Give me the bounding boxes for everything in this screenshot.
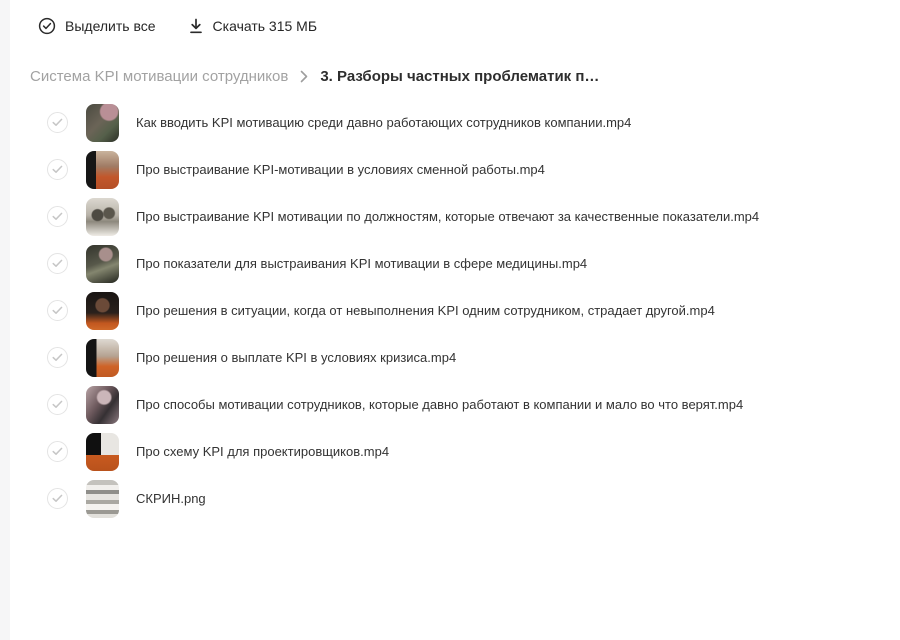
file-name[interactable]: Про решения о выплате KPI в условиях кризиса.mp4 bbox=[136, 350, 457, 365]
file-thumbnail[interactable] bbox=[86, 433, 119, 471]
file-checkbox[interactable] bbox=[47, 300, 68, 321]
select-all-button[interactable] bbox=[38, 17, 156, 35]
file-name[interactable]: Про решения в ситуации, когда от невыполнения KPI одним сотрудником, страдает другой.mp4 bbox=[136, 303, 715, 318]
file-checkbox[interactable] bbox=[47, 488, 68, 509]
file-row[interactable] bbox=[10, 146, 900, 193]
file-checkbox[interactable] bbox=[47, 112, 68, 133]
file-name[interactable]: Про выстраивание KPI мотивации по должностям, которые отвечают за качественные показатели.mp4 bbox=[136, 209, 760, 224]
file-name[interactable]: СКРИН.png bbox=[136, 491, 206, 506]
file-row[interactable] bbox=[10, 287, 900, 334]
file-row[interactable] bbox=[10, 99, 900, 146]
file-name[interactable]: Как вводить KPI мотивацию среди давно работающих сотрудников компании.mp4 bbox=[136, 115, 632, 130]
file-name[interactable]: Про выстраивание KPI-мотивации в условиях сменной работы.mp4 bbox=[136, 162, 545, 177]
file-row[interactable] bbox=[10, 334, 900, 381]
file-thumbnail[interactable] bbox=[86, 245, 119, 283]
file-row[interactable] bbox=[10, 475, 900, 522]
check-circle-icon bbox=[38, 17, 56, 35]
file-thumbnail[interactable] bbox=[86, 292, 119, 330]
file-row[interactable] bbox=[10, 428, 900, 475]
select-all-label: Выделить все bbox=[65, 17, 156, 34]
file-thumbnail[interactable] bbox=[86, 198, 119, 236]
file-checkbox[interactable] bbox=[47, 253, 68, 274]
selection-toolbar bbox=[10, 0, 900, 36]
file-checkbox[interactable] bbox=[47, 347, 68, 368]
breadcrumb-current-folder: 3. Разборы частных проблематик п… bbox=[320, 68, 600, 85]
file-name[interactable]: Про показатели для выстраивания KPI мотивации в сфере медицины.mp4 bbox=[136, 256, 588, 271]
download-label: Скачать 315 МБ bbox=[212, 17, 318, 34]
file-thumbnail[interactable] bbox=[86, 339, 119, 377]
file-list bbox=[10, 99, 900, 522]
file-row[interactable] bbox=[10, 193, 900, 240]
file-thumbnail[interactable] bbox=[86, 386, 119, 424]
download-icon bbox=[188, 17, 204, 35]
left-edge-strip bbox=[0, 0, 10, 640]
file-name[interactable]: Про способы мотивации сотрудников, которые давно работают в компании и мало во что верят.mp4 bbox=[136, 397, 744, 412]
file-checkbox[interactable] bbox=[47, 441, 68, 462]
chevron-right-icon bbox=[300, 70, 308, 83]
file-thumbnail[interactable] bbox=[86, 104, 119, 142]
file-checkbox[interactable] bbox=[47, 159, 68, 180]
file-checkbox[interactable] bbox=[47, 394, 68, 415]
file-thumbnail[interactable] bbox=[86, 151, 119, 189]
file-row[interactable] bbox=[10, 240, 900, 287]
file-row[interactable] bbox=[10, 381, 900, 428]
file-name[interactable]: Про схему KPI для проектировщиков.mp4 bbox=[136, 444, 390, 459]
file-thumbnail[interactable] bbox=[86, 480, 119, 518]
download-button[interactable] bbox=[188, 17, 318, 35]
file-checkbox[interactable] bbox=[47, 206, 68, 227]
breadcrumb bbox=[30, 68, 900, 85]
breadcrumb-parent-folder[interactable]: Система KPI мотивации сотрудников bbox=[30, 68, 289, 85]
